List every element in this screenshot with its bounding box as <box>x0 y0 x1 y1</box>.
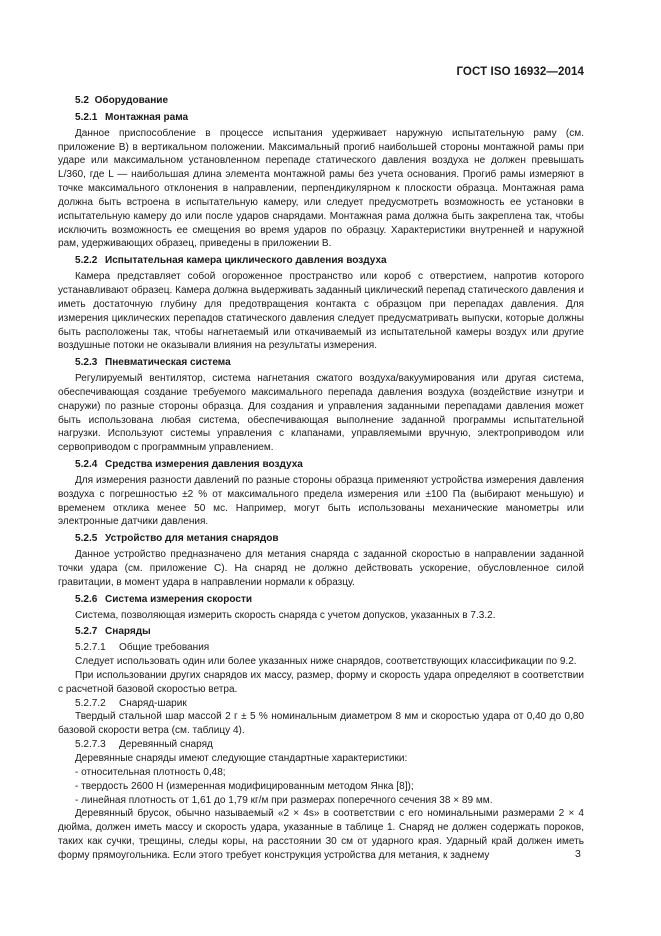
paragraph: Следует использовать один или более указанных ниже снарядов, соответствующих классификации по 9.2. <box>75 656 577 668</box>
subsection-heading-5-2-7: 5.2.7 Снаряды <box>75 626 151 638</box>
paragraph: При использовании других снарядов их массу, размер, форму и скорость удара определяют в соответствии с расчетной базовой скоростью ветра. <box>58 669 584 695</box>
subsection-heading-5-2-6: 5.2.6 Система измерения скорости <box>75 593 253 605</box>
document-code-header: ГОСТ ISO 16932—2014 <box>456 66 584 78</box>
paragraph: Для измерения разности давлений по разные стороны образца применяют устройства измерения давления воздуха с погрешностью ±2 % от максимального предела измерения или ±100 Па (выбирают меньшую) и временем отклика менее 50 мс. Например, могут быть использованы механические манометры или электронные датчики давления. <box>58 474 584 528</box>
page-number: 3 <box>575 848 581 860</box>
section-heading <box>58 94 584 108</box>
paragraph: Деревянные снаряды имеют следующие стандартные характеристики: <box>75 752 408 764</box>
clause-heading-5-2-7-1: 5.2.7.1 Общие требования <box>75 642 210 654</box>
list-item: - линейная плотность от 1,61 до 1,79 кг/м при размерах поперечного сечения 38 × 89 мм. <box>75 794 493 806</box>
clause-heading-5-2-7-2: 5.2.7.2 Снаряд-шарик <box>75 697 187 709</box>
subsection-heading-5-2-5: 5.2.5 Устройство для метания снарядов <box>75 533 279 545</box>
page-content <box>58 92 584 863</box>
paragraph: Твердый стальной шар массой 2 г ± 5 % номинальным диаметром 8 мм и скоростью удара от 0,40 до 0,80 базовой скорости ветра (см. таблицу 4). <box>58 711 584 737</box>
paragraph: Данное приспособление в процессе испытания удерживает наружную испытательную раму (см. приложение В) в вертикальном положении. Максимальный прогиб наибольшей стороны монтажной рамы при ударе или максимальном установленном перепаде статического давления воздуха не должен превышать L/360, где L — наибольшая длина элемента монтажной рамы без учета основания. Прогиб рамы измеряют в точке максимального отклонения в направлении, перпендикулярном к плоскости образца. Монтажная рама должна быть встроена в испытательную камеру, или следует предусмотреть возможность ее установки в испытательную камеру до или после ударов снарядами. Монтажная рама должна быть закреплена так, чтобы исключить возможность ее смещения во время ударов по образцу. Характеристики внутренней и наружной рам, удерживающих образец, приведены в приложении В. <box>58 127 584 250</box>
list-item: - относительная плотность 0,48; <box>75 766 226 778</box>
subsection-heading-5-2-3: 5.2.3 Пневматическая система <box>75 357 231 369</box>
section-number: 5.2 <box>75 95 89 106</box>
paragraph: Система, позволяющая измерить скорость снаряда с учетом допусков, указанных в 7.3.2. <box>75 609 496 621</box>
section-title: Оборудование <box>94 95 169 106</box>
paragraph: Деревянный брусок, обычно называемый «2 × 4s» в соответствии с его номинальными размерами 2 × 4 дюйма, должен иметь массу и скорость удара, указанные в таблице 1. Снаряд не должен содержать пороков, таких как сучки, трещины, следы коры, на расстоянии 30 см от ударного края. Ударный край должен иметь форму прямоугольника. Если этого требует конструкция устройства для метания, к заднему <box>58 808 584 861</box>
subsection-heading-5-2-1: 5.2.1 Монтажная рама <box>75 111 189 123</box>
clause-heading-5-2-7-3: 5.2.7.3 Деревянный снаряд <box>75 739 213 751</box>
paragraph: Камера представляет собой огороженное пространство или короб с отверстием, напротив которого устанавливают образец. Камера должна выдерживать заданный циклический перепад статического давления и иметь достаточную глубину для предотвращения контакта с образцом при перепадах давления. Для измерения циклических перепадов статического давления следует предусматривать выпуски, которые должны быть расположены так, чтобы нагнетаемый или откачиваемый из испытательной камеры воздух или другие воздушные потоки не оказывали влияния на результаты измерения. <box>58 271 584 352</box>
subsection-heading-5-2-4: 5.2.4 Средства измерения давления воздуха <box>75 459 303 471</box>
subsection-heading-5-2-2: 5.2.2 Испытательная камера циклического давления воздуха <box>75 255 387 267</box>
paragraph: Данное устройство предназначено для метания снаряда с заданной скоростью в направлении заданной точки удара (см. приложение С). На снаряд не должно действовать ускорение, обусловленное силой гравитации, в момент удара в направлении нормали к образцу. <box>58 549 584 588</box>
list-item: - твердость 2600 Н (измеренная модифицированным методом Янка [8]); <box>75 780 414 792</box>
paragraph: Регулируемый вентилятор, система нагнетания сжатого воздуха/вакуумирования или другая система, обеспечивающая создание требуемого максимального перепада давления воздуха (воздействие изнутри и снаружи) по разные стороны образца. Для создания и управления заданными перепадами давления может быть использована любая система, обеспечивающая выполнение заданной программы испытательной нагрузки. Используют системы управления с клапанами, управляемыми вручную, электроприводом или сервоприводом с программным управлением. <box>58 373 584 454</box>
